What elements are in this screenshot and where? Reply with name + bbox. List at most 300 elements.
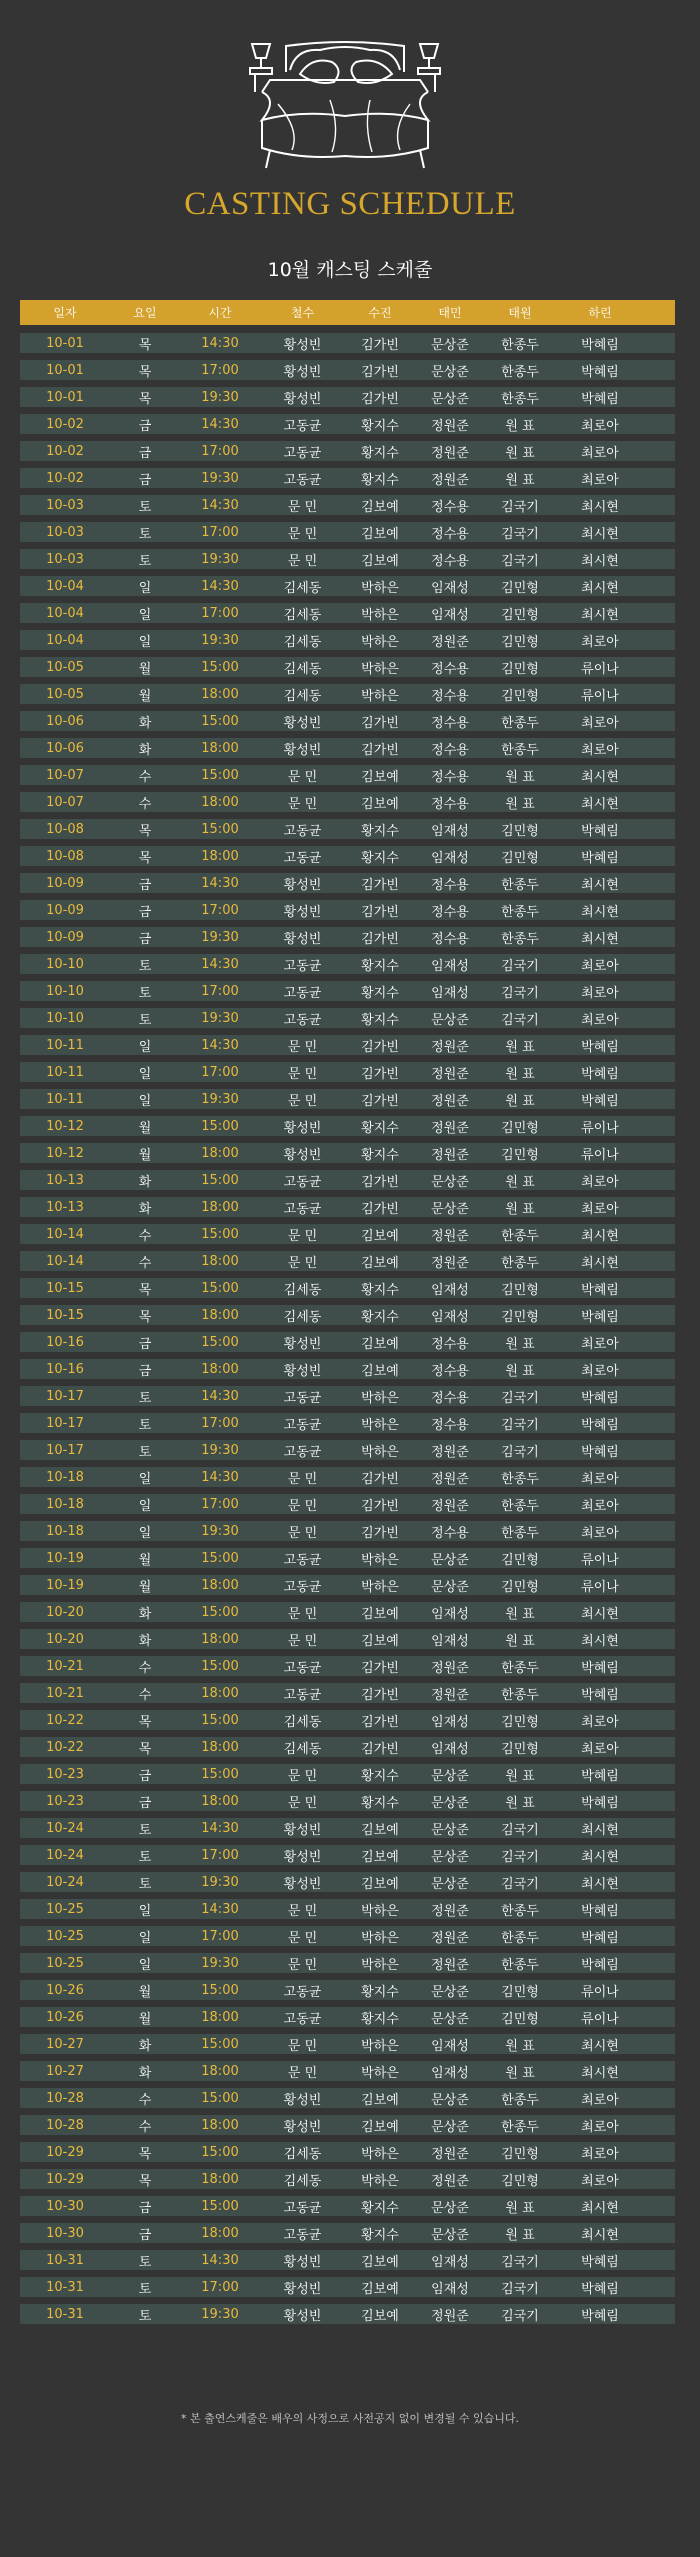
table-row — [20, 1278, 675, 1298]
cell-sujin: 황지수 — [361, 850, 399, 866]
cell-taewon: 원 표 — [505, 2038, 535, 2054]
table-row — [20, 522, 675, 542]
cell-sujin: 박하은 — [361, 1579, 399, 1595]
cell-harin: 최시현 — [581, 580, 619, 596]
cell-sujin: 김가빈 — [361, 877, 399, 893]
cell-time: 19:30 — [201, 632, 239, 648]
cell-harin: 최로아 — [581, 1714, 619, 1730]
table-row — [20, 1467, 675, 1487]
cell-date: 10-04 — [46, 632, 84, 648]
cell-time: 15:00 — [201, 821, 239, 837]
cell-taewon: 김민형 — [501, 1147, 539, 1163]
cell-day: 목 — [138, 1309, 152, 1325]
cell-sujin: 김가빈 — [361, 1687, 399, 1703]
cell-day: 금 — [138, 1768, 152, 1784]
cell-time: 15:00 — [201, 2144, 239, 2160]
cell-time: 18:00 — [201, 2063, 239, 2079]
cell-day: 토 — [138, 1012, 152, 1028]
cell-harin: 최로아 — [581, 2173, 619, 2189]
cell-cheolsu: 황성빈 — [283, 1876, 322, 1892]
cell-day: 수 — [138, 1660, 152, 1676]
cell-harin: 류이나 — [581, 1984, 619, 2000]
cell-sujin: 박하은 — [361, 1417, 399, 1433]
cell-harin: 박혜림 — [581, 1390, 619, 1406]
table-row — [20, 1926, 675, 1946]
cell-harin: 박혜림 — [581, 2308, 619, 2324]
cell-taemin: 문상준 — [431, 1822, 469, 1838]
cell-sujin: 박하은 — [361, 1930, 399, 1946]
cell-taewon: 김국기 — [501, 985, 539, 1001]
cell-cheolsu: 고동균 — [283, 1660, 322, 1676]
cell-day: 화 — [138, 1174, 152, 1190]
cell-date: 10-13 — [46, 1199, 84, 1215]
cell-sujin: 김가빈 — [361, 931, 399, 947]
cell-date: 10-15 — [46, 1307, 84, 1323]
cell-taewon: 김국기 — [501, 553, 539, 569]
cell-cheolsu: 황성빈 — [283, 2092, 322, 2108]
cell-sujin: 황지수 — [361, 445, 399, 461]
cell-day: 목 — [138, 2173, 152, 2189]
cell-time: 17:00 — [201, 1064, 239, 1080]
cell-taewon: 원 표 — [505, 1201, 535, 1217]
cell-taewon: 김국기 — [501, 2281, 539, 2297]
cell-harin: 최시현 — [581, 1228, 619, 1244]
cell-harin: 박혜림 — [581, 1957, 619, 1973]
cell-day: 토 — [138, 1417, 152, 1433]
cell-taewon: 원 표 — [505, 418, 535, 434]
cell-taewon: 한종두 — [501, 337, 539, 353]
cell-taemin: 문상준 — [431, 364, 469, 380]
cell-harin: 최로아 — [581, 634, 619, 650]
cell-taewon: 김민형 — [501, 607, 539, 623]
cell-day: 토 — [138, 1444, 152, 1460]
cell-cheolsu: 고동균 — [283, 445, 322, 461]
cell-harin: 최시현 — [581, 1822, 619, 1838]
cell-cheolsu: 김세동 — [283, 2146, 322, 2162]
table-row — [20, 1791, 675, 1811]
cell-time: 17:00 — [201, 362, 239, 378]
table-row — [20, 603, 675, 623]
cell-taemin: 정수용 — [431, 1417, 469, 1433]
cell-time: 18:00 — [201, 1685, 239, 1701]
cell-day: 목 — [138, 850, 152, 866]
cell-harin: 최로아 — [581, 1201, 619, 1217]
cell-date: 10-15 — [46, 1280, 84, 1296]
cell-time: 15:00 — [201, 659, 239, 675]
table-row — [20, 1035, 675, 1055]
table-header-row — [20, 300, 675, 325]
cell-sujin: 김보예 — [361, 526, 399, 542]
cell-time: 19:30 — [201, 929, 239, 945]
cell-harin: 박혜림 — [581, 1687, 619, 1703]
cell-taewon: 김국기 — [501, 1876, 539, 1892]
cell-time: 14:30 — [201, 497, 239, 513]
cell-taemin: 문상준 — [431, 2092, 469, 2108]
table-row — [20, 1845, 675, 1865]
cell-day: 월 — [138, 688, 152, 704]
cell-day: 일 — [138, 580, 152, 596]
cell-date: 10-28 — [46, 2117, 84, 2133]
cell-taemin: 정원준 — [431, 1957, 469, 1973]
table-row — [20, 2169, 675, 2189]
cell-harin: 최시현 — [581, 2038, 619, 2054]
bed-illustration — [0, 0, 700, 180]
cell-date: 10-01 — [46, 335, 84, 351]
table-row — [20, 2223, 675, 2243]
cell-taemin: 임재성 — [431, 1741, 469, 1757]
cell-taemin: 정원준 — [431, 1255, 469, 1271]
cell-taemin: 정수용 — [431, 526, 469, 542]
cell-sujin: 황지수 — [361, 985, 399, 1001]
cell-sujin: 박하은 — [361, 607, 399, 623]
cell-taemin: 정원준 — [431, 2146, 469, 2162]
cell-harin: 박혜림 — [581, 850, 619, 866]
cell-cheolsu: 황성빈 — [283, 1849, 322, 1865]
table-row — [20, 1143, 675, 1163]
cell-date: 10-03 — [46, 497, 84, 513]
cell-taemin: 문상준 — [431, 1012, 469, 1028]
table-row — [20, 387, 675, 407]
cell-harin: 최로아 — [581, 1174, 619, 1190]
cell-harin: 박혜림 — [581, 2281, 619, 2297]
cell-day: 화 — [138, 2065, 152, 2081]
cell-cheolsu: 문 민 — [287, 553, 318, 569]
cell-taemin: 정원준 — [431, 634, 469, 650]
cell-time: 18:00 — [201, 848, 239, 864]
cell-sujin: 김가빈 — [361, 1714, 399, 1730]
cell-time: 18:00 — [201, 686, 239, 702]
cell-time: 17:00 — [201, 902, 239, 918]
cell-taemin: 정수용 — [431, 877, 469, 893]
cell-sujin: 박하은 — [361, 634, 399, 650]
cell-date: 10-11 — [46, 1064, 84, 1080]
cell-date: 10-25 — [46, 1901, 84, 1917]
cell-date: 10-11 — [46, 1091, 84, 1107]
cell-time: 17:00 — [201, 1415, 239, 1431]
cell-cheolsu: 김세동 — [283, 1714, 322, 1730]
table-row — [20, 1764, 675, 1784]
cell-day: 일 — [138, 1525, 152, 1541]
cell-taemin: 정수용 — [431, 769, 469, 785]
cell-cheolsu: 고동균 — [283, 1174, 322, 1190]
table-row — [20, 2142, 675, 2162]
cell-sujin: 박하은 — [361, 1390, 399, 1406]
cell-harin: 박혜림 — [581, 1795, 619, 1811]
cell-taemin: 정원준 — [431, 472, 469, 488]
table-row — [20, 1116, 675, 1136]
cell-cheolsu: 문 민 — [287, 1525, 318, 1541]
cell-cheolsu: 황성빈 — [283, 364, 322, 380]
cell-time: 15:00 — [201, 2036, 239, 2052]
cell-cheolsu: 김세동 — [283, 634, 322, 650]
cell-taemin: 정원준 — [431, 1660, 469, 1676]
cell-cheolsu: 문 민 — [287, 1957, 318, 1973]
cell-harin: 최로아 — [581, 1498, 619, 1514]
cell-date: 10-21 — [46, 1658, 84, 1674]
cell-taewon: 김민형 — [501, 1714, 539, 1730]
cell-date: 10-10 — [46, 983, 84, 999]
cell-day: 목 — [138, 391, 152, 407]
cell-harin: 류이나 — [581, 1552, 619, 1568]
cell-day: 수 — [138, 2092, 152, 2108]
cell-harin: 최시현 — [581, 1255, 619, 1271]
table-row — [20, 1305, 675, 1325]
cell-day: 월 — [138, 1552, 152, 1568]
cell-time: 18:00 — [201, 1253, 239, 1269]
table-row — [20, 1332, 675, 1352]
cell-day: 금 — [138, 418, 152, 434]
cell-cheolsu: 황성빈 — [283, 742, 322, 758]
cell-time: 18:00 — [201, 794, 239, 810]
cell-date: 10-12 — [46, 1145, 84, 1161]
cell-day: 목 — [138, 364, 152, 380]
cell-harin: 최로아 — [581, 1363, 619, 1379]
cell-harin: 최로아 — [581, 2146, 619, 2162]
cell-taemin: 정수용 — [431, 688, 469, 704]
cell-harin: 박혜림 — [581, 1930, 619, 1946]
table-row — [20, 2196, 675, 2216]
cell-taewon: 김국기 — [501, 1822, 539, 1838]
cell-taewon: 한종두 — [501, 1903, 539, 1919]
table-row — [20, 1899, 675, 1919]
cell-taewon: 원 표 — [505, 1066, 535, 1082]
cell-day: 토 — [138, 526, 152, 542]
cell-time: 17:00 — [201, 524, 239, 540]
table-row — [20, 549, 675, 569]
cell-time: 15:00 — [201, 2198, 239, 2214]
cell-cheolsu: 김세동 — [283, 688, 322, 704]
cell-time: 19:30 — [201, 2306, 239, 2322]
cell-time: 17:00 — [201, 1928, 239, 1944]
cell-day: 화 — [138, 1633, 152, 1649]
cell-date: 10-27 — [46, 2063, 84, 2079]
cell-cheolsu: 고동균 — [283, 1984, 322, 2000]
table-row — [20, 1224, 675, 1244]
cell-harin: 최시현 — [581, 2065, 619, 2081]
header-sujin: 수진 — [368, 306, 392, 320]
cell-time: 15:00 — [201, 713, 239, 729]
cell-day: 일 — [138, 1957, 152, 1973]
cell-time: 15:00 — [201, 1226, 239, 1242]
cell-taemin: 정원준 — [431, 1471, 469, 1487]
cell-taemin: 임재성 — [431, 2065, 469, 2081]
cell-taewon: 원 표 — [505, 1768, 535, 1784]
cell-harin: 최시현 — [581, 553, 619, 569]
cell-taemin: 정수용 — [431, 1525, 469, 1541]
table-row — [20, 1494, 675, 1514]
cell-date: 10-09 — [46, 902, 84, 918]
cell-cheolsu: 문 민 — [287, 1903, 318, 1919]
cell-sujin: 김가빈 — [361, 1741, 399, 1757]
cell-taewon: 김민형 — [501, 2011, 539, 2027]
cell-cheolsu: 문 민 — [287, 1471, 318, 1487]
cell-sujin: 김보예 — [361, 1363, 399, 1379]
cell-harin: 최시현 — [581, 526, 619, 542]
cell-time: 15:00 — [201, 1658, 239, 1674]
cell-taemin: 임재성 — [431, 2254, 469, 2270]
cell-date: 10-17 — [46, 1442, 84, 1458]
cell-taewon: 김민형 — [501, 580, 539, 596]
cell-harin: 박혜림 — [581, 2254, 619, 2270]
cell-harin: 류이나 — [581, 1147, 619, 1163]
cell-time: 14:30 — [201, 2252, 239, 2268]
cell-sujin: 김보예 — [361, 1228, 399, 1244]
cell-taemin: 임재성 — [431, 1309, 469, 1325]
cell-day: 목 — [138, 2146, 152, 2162]
cell-sujin: 김보예 — [361, 499, 399, 515]
cell-day: 일 — [138, 1471, 152, 1487]
cell-date: 10-19 — [46, 1577, 84, 1593]
cell-taewon: 한종두 — [501, 1687, 539, 1703]
cell-day: 금 — [138, 445, 152, 461]
cell-day: 수 — [138, 796, 152, 812]
cell-harin: 최로아 — [581, 418, 619, 434]
cell-date: 10-30 — [46, 2198, 84, 2214]
cell-time: 19:30 — [201, 1523, 239, 1539]
cell-date: 10-07 — [46, 794, 84, 810]
header-taemin: 태민 — [438, 306, 462, 320]
cell-date: 10-09 — [46, 875, 84, 891]
cell-sujin: 김보예 — [361, 2092, 399, 2108]
cell-sujin: 박하은 — [361, 580, 399, 596]
cell-sujin: 김보예 — [361, 1876, 399, 1892]
cell-sujin: 황지수 — [361, 1795, 399, 1811]
table-row — [20, 1359, 675, 1379]
cell-harin: 박혜림 — [581, 1444, 619, 1460]
cell-harin: 최로아 — [581, 472, 619, 488]
cell-cheolsu: 황성빈 — [283, 904, 322, 920]
cell-date: 10-18 — [46, 1469, 84, 1485]
cell-cheolsu: 문 민 — [287, 1255, 318, 1271]
cell-taewon: 원 표 — [505, 2065, 535, 2081]
cell-date: 10-18 — [46, 1523, 84, 1539]
cell-harin: 최시현 — [581, 2200, 619, 2216]
cell-day: 금 — [138, 1363, 152, 1379]
cell-taewon: 김국기 — [501, 526, 539, 542]
cell-harin: 박혜림 — [581, 1660, 619, 1676]
cell-sujin: 황지수 — [361, 1768, 399, 1784]
cell-taemin: 정수용 — [431, 715, 469, 731]
table-row — [20, 1683, 675, 1703]
cell-taemin: 문상준 — [431, 1201, 469, 1217]
cell-sujin: 황지수 — [361, 1309, 399, 1325]
cell-taemin: 정원준 — [431, 1498, 469, 1514]
cell-date: 10-23 — [46, 1766, 84, 1782]
cell-cheolsu: 황성빈 — [283, 2119, 322, 2135]
cell-cheolsu: 고동균 — [283, 1579, 322, 1595]
table-row — [20, 2034, 675, 2054]
page-title: CASTING SCHEDULE — [184, 186, 516, 222]
cell-cheolsu: 문 민 — [287, 2065, 318, 2081]
cell-taemin: 정원준 — [431, 2308, 469, 2324]
cell-date: 10-08 — [46, 848, 84, 864]
cell-day: 금 — [138, 1336, 152, 1352]
cell-taemin: 문상준 — [431, 337, 469, 353]
cell-date: 10-21 — [46, 1685, 84, 1701]
cell-cheolsu: 황성빈 — [283, 931, 322, 947]
cell-day: 목 — [138, 1741, 152, 1757]
cell-time: 17:00 — [201, 1496, 239, 1512]
cell-sujin: 김가빈 — [361, 1498, 399, 1514]
cell-date: 10-29 — [46, 2144, 84, 2160]
cell-time: 18:00 — [201, 1739, 239, 1755]
cell-sujin: 김가빈 — [361, 1525, 399, 1541]
table-row — [20, 1629, 675, 1649]
table-row — [20, 1089, 675, 1109]
cell-sujin: 황지수 — [361, 958, 399, 974]
cell-sujin: 김가빈 — [361, 391, 399, 407]
cell-date: 10-01 — [46, 389, 84, 405]
cell-harin: 박혜림 — [581, 337, 619, 353]
cell-day: 금 — [138, 931, 152, 947]
cell-sujin: 김가빈 — [361, 1066, 399, 1082]
cell-date: 10-14 — [46, 1253, 84, 1269]
cell-sujin: 김보예 — [361, 1849, 399, 1865]
cell-time: 18:00 — [201, 2225, 239, 2241]
table-row — [20, 1170, 675, 1190]
cell-cheolsu: 김세동 — [283, 1282, 322, 1298]
cell-taemin: 문상준 — [431, 1552, 469, 1568]
cell-taemin: 정수용 — [431, 1336, 469, 1352]
cell-sujin: 황지수 — [361, 1012, 399, 1028]
cell-sujin: 박하은 — [361, 2173, 399, 2189]
cell-date: 10-02 — [46, 470, 84, 486]
cell-date: 10-31 — [46, 2279, 84, 2295]
cell-sujin: 박하은 — [361, 661, 399, 677]
cell-sujin: 박하은 — [361, 688, 399, 704]
cell-taewon: 원 표 — [505, 1093, 535, 1109]
cell-day: 목 — [138, 823, 152, 839]
cell-time: 17:00 — [201, 983, 239, 999]
cell-taemin: 정원준 — [431, 1903, 469, 1919]
cell-taewon: 한종두 — [501, 2119, 539, 2135]
cell-taemin: 임재성 — [431, 958, 469, 974]
cell-harin: 최시현 — [581, 877, 619, 893]
cell-harin: 류이나 — [581, 1120, 619, 1136]
cell-sujin: 김가빈 — [361, 1174, 399, 1190]
cell-harin: 최시현 — [581, 931, 619, 947]
table-row — [20, 2007, 675, 2027]
cell-day: 수 — [138, 2119, 152, 2135]
cell-day: 수 — [138, 1255, 152, 1271]
cell-harin: 최시현 — [581, 1876, 619, 1892]
cell-day: 금 — [138, 877, 152, 893]
cell-time: 18:00 — [201, 1631, 239, 1647]
table-row — [20, 1656, 675, 1676]
cell-taemin: 문상준 — [431, 1984, 469, 2000]
cell-time: 19:30 — [201, 1874, 239, 1890]
table-row — [20, 2061, 675, 2081]
footnote: * 본 출연스케줄은 배우의 사정으로 사전공지 없이 변경될 수 있습니다. — [181, 2412, 519, 2425]
cell-taemin: 문상준 — [431, 1795, 469, 1811]
cell-date: 10-12 — [46, 1118, 84, 1134]
cell-taewon: 김민형 — [501, 634, 539, 650]
table-row — [20, 1440, 675, 1460]
cell-harin: 박혜림 — [581, 1066, 619, 1082]
cell-taemin: 문상준 — [431, 2200, 469, 2216]
cell-taemin: 문상준 — [431, 1849, 469, 1865]
cell-taemin: 정원준 — [431, 1039, 469, 1055]
cell-cheolsu: 문 민 — [287, 2038, 318, 2054]
table-row — [20, 1413, 675, 1433]
cell-taemin: 임재성 — [431, 2281, 469, 2297]
cell-day: 수 — [138, 769, 152, 785]
cell-harin: 최로아 — [581, 715, 619, 731]
cell-harin: 최로아 — [581, 1012, 619, 1028]
cell-day: 월 — [138, 1579, 152, 1595]
table-row — [20, 576, 675, 596]
table-row — [20, 1251, 675, 1271]
